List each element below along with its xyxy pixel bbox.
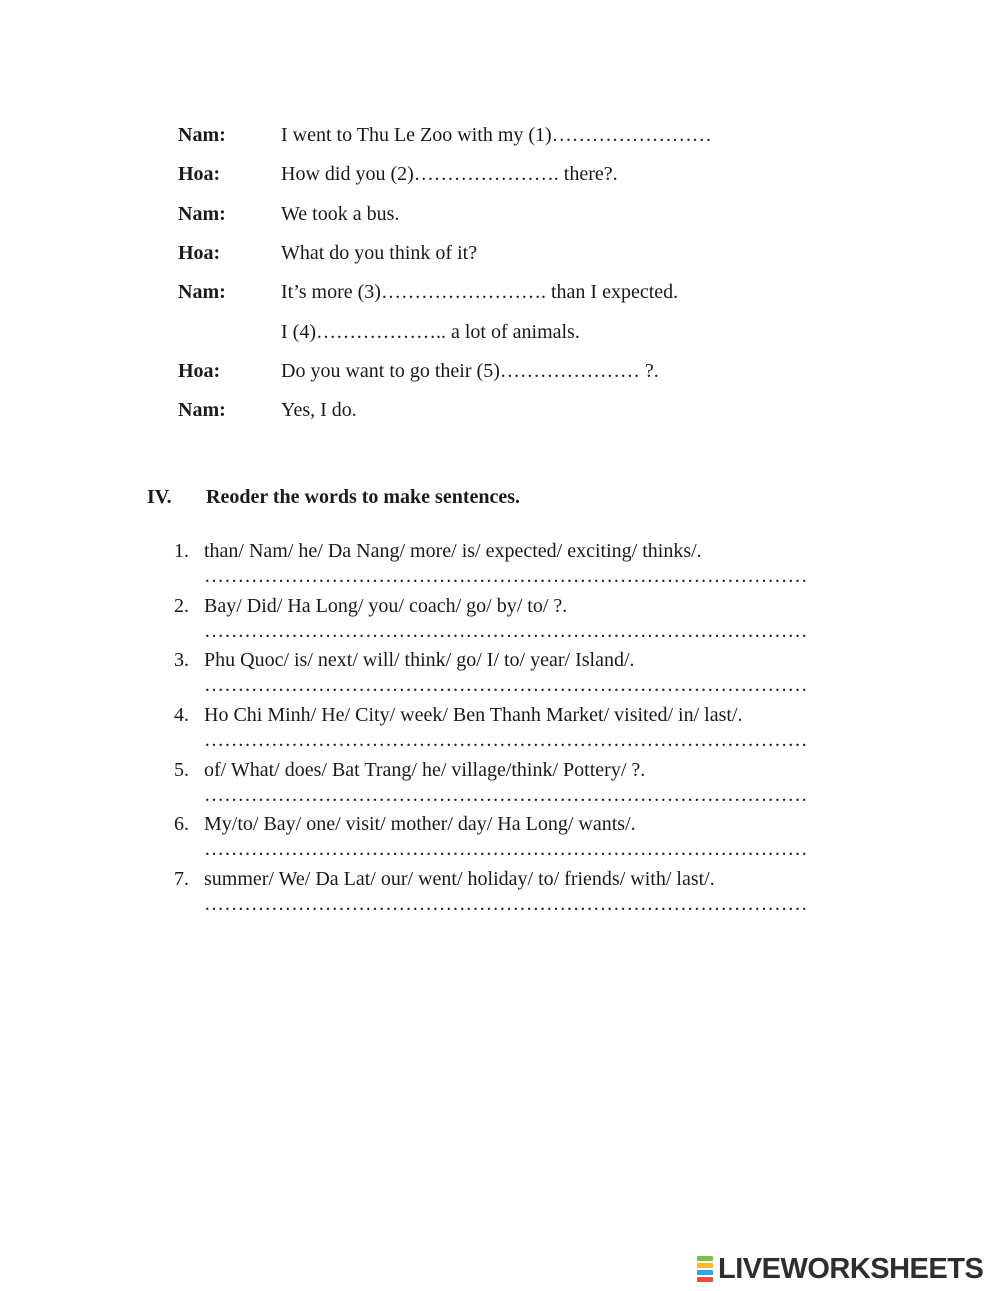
- section-heading: [147, 486, 520, 509]
- list-item: [174, 593, 874, 648]
- item-number: 7.: [174, 868, 189, 891]
- item-number: 2.: [174, 594, 189, 617]
- list-item: [174, 866, 874, 921]
- dialogue-line: [178, 352, 878, 391]
- liveworksheets-brand: [697, 1253, 983, 1285]
- section-number: IV.: [147, 486, 172, 508]
- dialogue-line: [178, 195, 878, 234]
- dialogue: [178, 116, 878, 430]
- item-prompt: Phu Quoc/ is/ next/ will/ think/ go/ I/ to/ year/ Island/.: [204, 649, 635, 672]
- logo-block: [697, 1263, 713, 1268]
- exercise-list: [174, 538, 874, 921]
- answer-line[interactable]: ………………………………………………………………………………: [204, 729, 808, 752]
- item-number: 6.: [174, 813, 189, 836]
- answer-line[interactable]: ………………………………………………………………………………: [204, 838, 808, 861]
- logo-block: [697, 1270, 713, 1275]
- answer-line[interactable]: ………………………………………………………………………………: [204, 893, 808, 916]
- dialogue-text: I (4)……………….. a lot of animals.: [281, 320, 580, 343]
- dialogue-text: I went to Thu Le Zoo with my (1)……………………: [281, 124, 712, 147]
- item-prompt: of/ What/ does/ Bat Trang/ he/ village/think/ Pottery/ ?.: [204, 758, 646, 781]
- list-item: [174, 811, 874, 866]
- item-prompt: My/to/ Bay/ one/ visit/ mother/ day/ Ha Long/ wants/.: [204, 813, 636, 836]
- dialogue-text: How did you (2)…………………. there?.: [281, 163, 618, 186]
- brand-text: LIVEWORKSHEETS: [718, 1252, 984, 1285]
- dialogue-text: Do you want to go their (5)………………… ?.: [281, 359, 659, 382]
- speaker-label: Hoa:: [178, 359, 221, 382]
- dialogue-line: [178, 234, 878, 273]
- dialogue-text: We took a bus.: [281, 202, 400, 225]
- dialogue-text: Yes, I do.: [281, 399, 357, 422]
- answer-line[interactable]: ………………………………………………………………………………: [204, 565, 808, 587]
- logo-block: [697, 1277, 713, 1282]
- item-prompt: summer/ We/ Da Lat/ our/ went/ holiday/ to/ friends/ with/ last/.: [204, 868, 715, 891]
- answer-line[interactable]: ………………………………………………………………………………: [204, 674, 808, 697]
- speaker-label: Hoa:: [178, 163, 221, 186]
- item-number: 1.: [174, 540, 189, 562]
- section-title: Reoder the words to make sentences.: [206, 486, 521, 508]
- liveworksheets-logo-icon: [697, 1256, 713, 1282]
- item-prompt: than/ Nam/ he/ Da Nang/ more/ is/ expected/ exciting/ thinks/.: [204, 540, 702, 562]
- item-number: 3.: [174, 649, 189, 672]
- dialogue-text: What do you think of it?: [281, 242, 478, 265]
- speaker-label: Nam:: [178, 202, 226, 225]
- dialogue-line: [178, 312, 878, 351]
- list-item: [174, 647, 874, 702]
- item-number: 5.: [174, 758, 189, 781]
- dialogue-line: [178, 155, 878, 194]
- list-item: [174, 702, 874, 757]
- item-prompt: Ho Chi Minh/ He/ City/ week/ Ben Thanh Market/ visited/ in/ last/.: [204, 704, 743, 727]
- list-item: [174, 757, 874, 812]
- speaker-label: Nam:: [178, 281, 226, 304]
- dialogue-line: [178, 391, 878, 430]
- logo-block: [697, 1256, 713, 1261]
- speaker-label: Nam:: [178, 124, 226, 147]
- item-number: 4.: [174, 704, 189, 727]
- dialogue-line: [178, 273, 878, 312]
- answer-line[interactable]: ………………………………………………………………………………: [204, 619, 808, 642]
- answer-line[interactable]: ………………………………………………………………………………: [204, 783, 808, 806]
- speaker-label: Hoa:: [178, 242, 221, 265]
- dialogue-line: [178, 116, 878, 155]
- speaker-label: Nam:: [178, 399, 226, 422]
- list-item: [174, 538, 874, 593]
- dialogue-text: It’s more (3)……………………. than I expected.: [281, 281, 679, 304]
- item-prompt: Bay/ Did/ Ha Long/ you/ coach/ go/ by/ to/ ?.: [204, 594, 568, 617]
